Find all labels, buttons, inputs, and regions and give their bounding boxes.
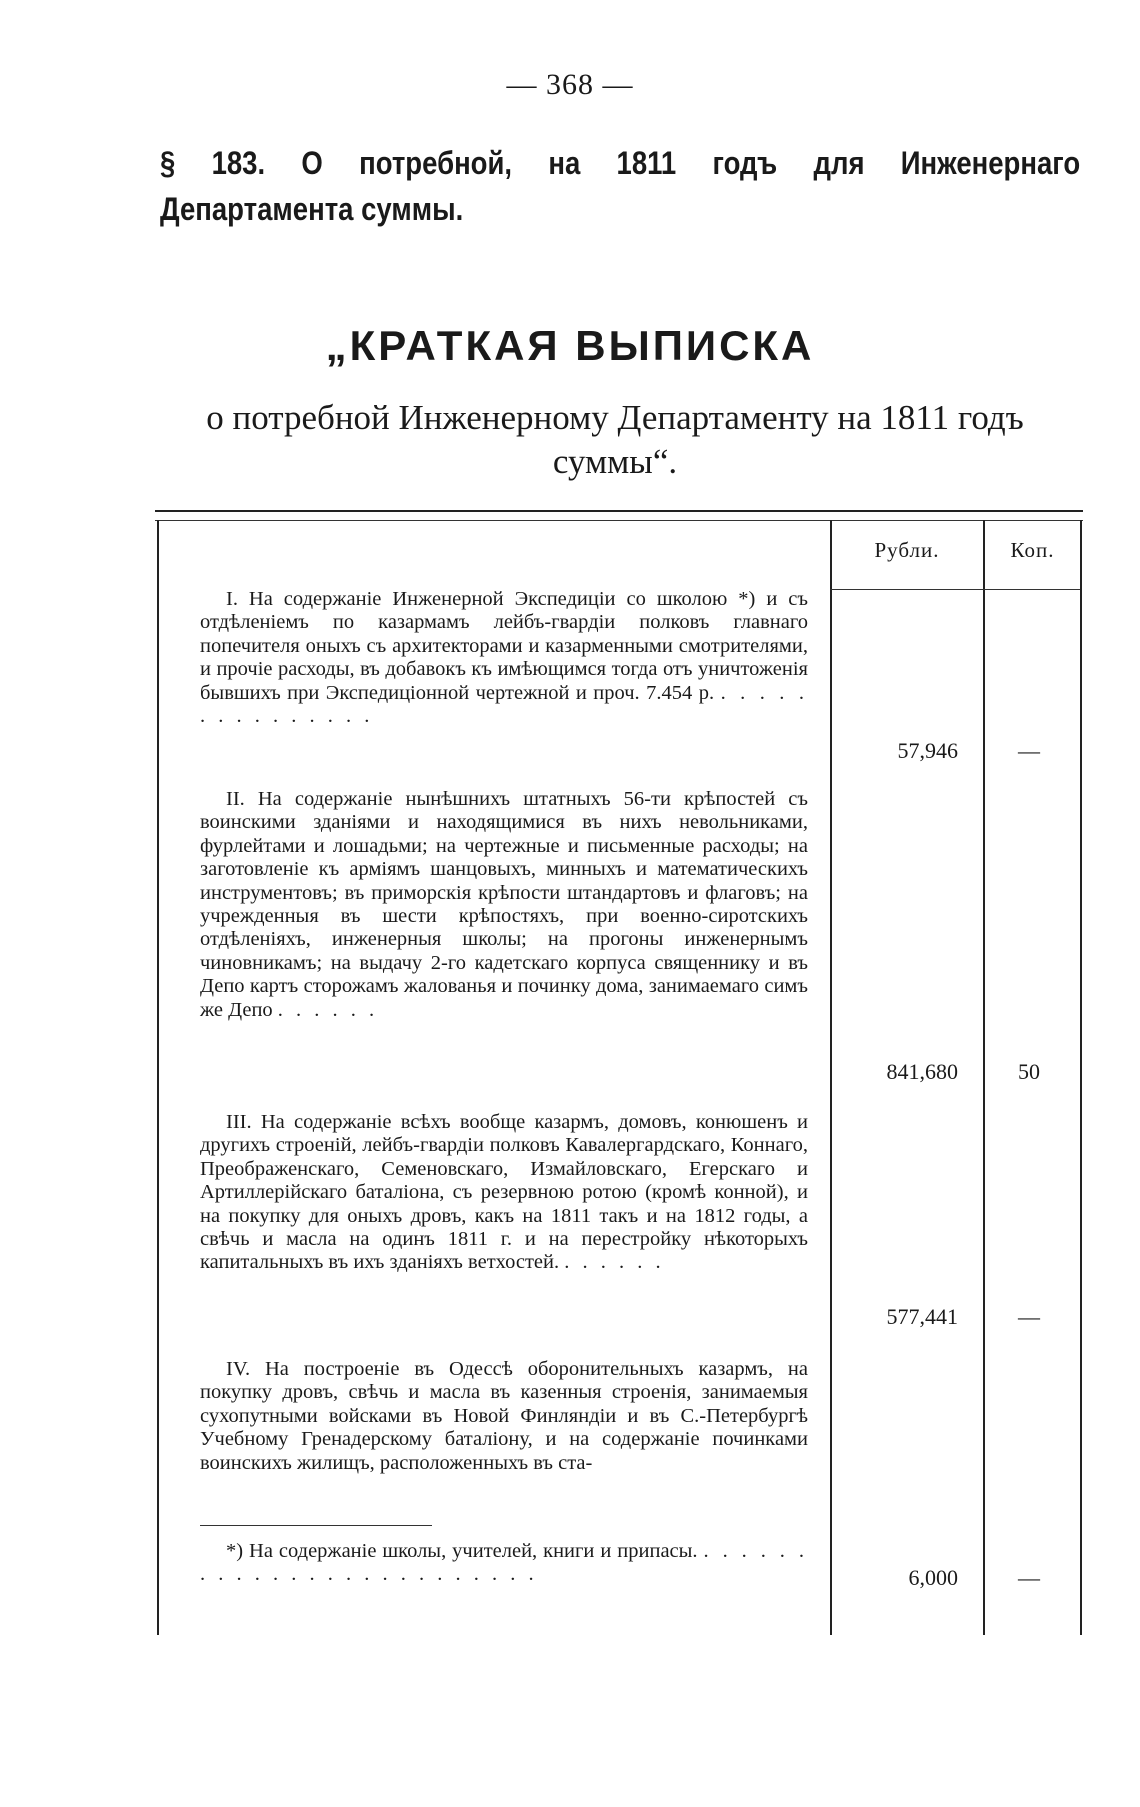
document-subtitle: о потребной Инженерному Департаменту на 1811 годъ суммы“. [206, 398, 1024, 481]
rubles-column-divider [830, 520, 832, 1635]
rubles-value: 577,441 [886, 1304, 958, 1329]
table-right-border [1080, 520, 1082, 1635]
rubles-value: 57,946 [897, 738, 958, 763]
footnote-text: *) На содержанiе школы, учителей, книги и припасы. [226, 1540, 698, 1562]
document-title: „КРАТКАЯ ВЫПИСКА [325, 322, 815, 369]
table-row [200, 1111, 808, 1275]
section-heading [160, 140, 1081, 232]
kop-value: — [1018, 738, 1040, 763]
rubles-value: 841,680 [886, 1059, 958, 1084]
leader-dots: . . . . . . [564, 1251, 665, 1274]
item-text: II. На содержанiе нынѣшнихъ штатныхъ 56-ти крѣпостей съ воинскими зданiями и находящимися въ нихъ невольниками, фурлейтами и лошадьми; на чертежные и письменные расходы; на заготовленiе къ армiямъ шанцовыхъ, минныхъ и математическихъ инструментовъ; въ приморскiя крѣпости штандартовъ и флаговъ; на учрежденныя въ шести крѣпостяхъ, при военно-сиротскихъ отдѣленiяхъ, инженерныя школы; на прогоны инженернымъ чиновникамъ; на выдачу 2-го кадетскаго корпуса священнику и въ Депо картъ сторожамъ жалованья и починку дома, занимаемаго симъ же Депо [200, 788, 808, 1021]
leader-dots: . . . . . . [277, 998, 379, 1021]
item-text: III. На содержанiе всѣхъ вообще казармъ, домовъ, конюшенъ и другихъ строенiй, лейбъ-гвардiи полковъ Кавалергардскаго, Коннаго, Преображенскаго, Семеновскаго, Измайловскаго, Егерскаго и Артиллерiйскаго баталiона, съ резервною ротою (кромѣ конной), и на покупку для оныхъ дровъ, какъ на 1811 такъ и на 1812 годы, а свѣчь и масла на одинъ 1811 г. и на перестройку нѣкоторыхъ капитальныхъ въ ихъ зданiяхъ ветхостей. [200, 1111, 808, 1274]
table-row [200, 588, 808, 728]
header-bottom-rule [830, 589, 1080, 590]
table-row [200, 788, 808, 1022]
kop-value: — [1018, 1565, 1040, 1590]
kop-value: — [1018, 1304, 1040, 1329]
kop-column-header: Коп. [1010, 538, 1055, 562]
leader-dots: . . . . . . . . . . . . . . . [200, 681, 809, 728]
leader-dots: . . . . . . . . . . . . . . . . . . . . . . . . . [200, 1540, 809, 1586]
item-text: IV. На построенiе въ Одессѣ оборонительныхъ казармъ, на покупку дровъ, свѣчь и масла въ казенныя строенiя, занимаемыя сухопутными войсками въ Новой Финляндiи и въ С.-Петербургѣ Учебному Гренадерскому баталiону, и на содержанiе починками воинскихъ жилищъ, расположенныхъ въ ста- [200, 1358, 808, 1474]
rubles-column-header: Рубли. [874, 538, 940, 562]
section-heading-line2: Департамента суммы. [160, 191, 464, 227]
footnote [200, 1540, 808, 1587]
section-heading-line1: § 183. О потребной, на 1811 годъ для Инженернаго [160, 145, 1081, 181]
footnote-rule [200, 1525, 432, 1526]
kop-value: 50 [1018, 1059, 1040, 1084]
table-row [200, 1358, 808, 1475]
table-left-border [157, 520, 159, 1635]
table-top-rule-inner [155, 520, 1083, 521]
table-top-rule [155, 510, 1083, 512]
rubles-value: 6,000 [908, 1565, 958, 1590]
page-number: — 368 — [506, 68, 634, 101]
item-text: I. На содержанiе Инженерной Экспедицiи со школою *) и съ отдѣленiемъ по казармамъ лейбъ-гвардiи полковъ главнаго попечителя оныхъ съ архитекторами и казарменными смотрителями, и прочiе расходы, въ добавокъ къ имѣющимся тогда отъ уничтоженiя бывшихъ при Экспедицiонной чертежной и проч. 7.454 р. [200, 588, 808, 704]
